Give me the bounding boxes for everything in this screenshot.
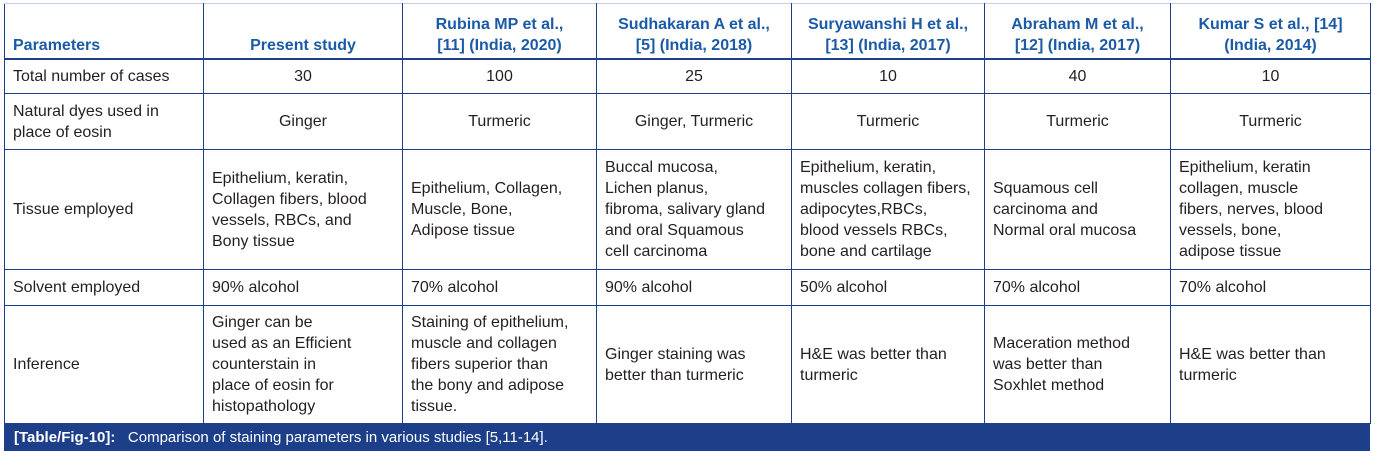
cell-line: Buccal mucosa, — [605, 159, 718, 176]
cell-line: Epithelium, Collagen, — [411, 180, 563, 197]
table-cell: 10 — [1171, 59, 1371, 94]
row-label-line: place of eosin — [13, 123, 112, 141]
header-suryawanshi-line2: [13] (India, 2017) — [825, 36, 951, 54]
cell-line: vessels, bone, — [1179, 222, 1282, 239]
cell-line: turmeric — [1179, 366, 1237, 384]
header-parameters-text: Parameters — [13, 36, 101, 54]
table-cell — [792, 306, 985, 424]
table-cell: 70% alcohol — [985, 270, 1171, 306]
cell-line: and oral Squamous — [605, 222, 744, 239]
header-present-text: Present study — [250, 36, 356, 54]
comparison-table — [4, 3, 1371, 424]
cell-line: H&E was better than — [800, 345, 947, 363]
cell-line: adipose tissue — [1179, 243, 1282, 260]
header-rubina-line2: [11] (India, 2020) — [437, 36, 562, 54]
row-label-tissue: Tissue employed — [5, 150, 204, 270]
table-cell — [403, 150, 597, 270]
cell-line: Epithelium, keratin, — [800, 159, 937, 176]
table-caption — [4, 424, 1370, 451]
cell-line: bone and cartilage — [800, 243, 932, 260]
cell-line: H&E was better than — [1179, 345, 1326, 363]
table-cell — [1171, 150, 1371, 270]
table-row — [5, 306, 1371, 424]
table-cell — [204, 306, 403, 424]
table-cell: 70% alcohol — [1171, 270, 1371, 306]
cell-line: cell carcinoma — [605, 243, 708, 260]
cell-line: Muscle, Bone, — [411, 201, 513, 218]
table-cell: Turmeric — [1171, 94, 1371, 150]
table-cell — [597, 150, 792, 270]
table-cell: 40 — [985, 59, 1171, 94]
header-row — [5, 4, 1371, 59]
table-cell: 90% alcohol — [204, 270, 403, 306]
table-row — [5, 59, 1371, 94]
header-present-study — [204, 4, 403, 59]
cell-line: adipocytes,RBCs, — [800, 201, 928, 218]
header-rubina — [403, 4, 597, 59]
table-row — [5, 94, 1371, 150]
table-cell — [792, 150, 985, 270]
table-figure — [4, 3, 1370, 451]
cell-line: tissue. — [411, 398, 458, 415]
cell-line: better than turmeric — [605, 366, 744, 384]
header-suryawanshi-line1: Suryawanshi H et al., — [807, 15, 969, 33]
table-row — [5, 150, 1371, 270]
cell-line: Normal oral mucosa — [993, 222, 1137, 239]
cell-line: turmeric — [800, 366, 858, 384]
cell-line: Ginger staining was — [605, 345, 746, 363]
table-cell: 50% alcohol — [792, 270, 985, 306]
table-cell: Ginger, Turmeric — [597, 94, 792, 150]
cell-line: histopathology — [212, 398, 316, 415]
cell-line: counterstain in — [212, 356, 317, 373]
cell-line: fibroma, salivary gland — [605, 201, 766, 218]
table-cell: 90% alcohol — [597, 270, 792, 306]
cell-line: Epithelium, keratin, — [212, 169, 349, 187]
row-label-line: Natural dyes used in — [13, 102, 159, 120]
cell-line: Squamous cell — [993, 180, 1098, 197]
header-abraham-line2: [12] (India, 2017) — [1014, 36, 1141, 54]
caption-text: Comparison of staining parameters in various studies [5,11-14]. — [127, 429, 548, 446]
cell-line: the bony and adipose — [411, 377, 565, 394]
table-cell — [985, 306, 1171, 424]
header-kumar — [1171, 4, 1371, 59]
cell-line: muscle and collagen — [411, 335, 557, 352]
table-cell: Turmeric — [792, 94, 985, 150]
cell-line: Soxhlet method — [993, 377, 1105, 394]
cell-line: was better than — [993, 356, 1103, 373]
cell-line: vessels, RBCs, and — [212, 211, 352, 229]
cell-line: Lichen planus, — [605, 180, 709, 197]
cell-line: Maceration method — [993, 335, 1130, 352]
table-cell — [597, 306, 792, 424]
cell-line: blood vessels RBCs, — [800, 222, 948, 239]
row-label-inference: Inference — [5, 306, 204, 424]
header-sudhakaran-line2: [5] (India, 2018) — [635, 36, 753, 54]
table-cell: 25 — [597, 59, 792, 94]
table-cell: Turmeric — [985, 94, 1171, 150]
table-cell — [204, 150, 403, 270]
table-cell — [403, 306, 597, 424]
cell-line: Epithelium, keratin — [1179, 159, 1311, 176]
cell-line: Staining of epithelium, — [411, 314, 569, 331]
cell-line: carcinoma and — [993, 201, 1098, 218]
header-rubina-line1: Rubina MP et al., — [435, 15, 564, 33]
table-cell: 10 — [792, 59, 985, 94]
table-cell: Ginger — [204, 94, 403, 150]
table-cell — [1171, 306, 1371, 424]
table-cell: Turmeric — [403, 94, 597, 150]
header-suryawanshi — [792, 4, 985, 59]
cell-line: collagen, muscle — [1179, 180, 1299, 197]
header-abraham-line1: Abraham M et al., — [1011, 15, 1144, 33]
cell-line: muscles collagen fibers, — [800, 180, 971, 197]
cell-line: Collagen fibers, blood — [212, 190, 367, 208]
header-parameters — [5, 4, 204, 59]
row-label-solvent: Solvent employed — [5, 270, 204, 306]
table-cell: 100 — [403, 59, 597, 94]
cell-line: Bony tissue — [212, 232, 295, 250]
header-kumar-line1: Kumar S et al., [14] — [1198, 15, 1343, 33]
cell-line: place of eosin for — [212, 377, 334, 394]
caption-label: [Table/Fig-10]: — [14, 429, 116, 446]
row-label-total-cases: Total number of cases — [5, 59, 204, 94]
cell-line: fibers superior than — [411, 356, 548, 373]
row-label-natural-dyes — [5, 94, 204, 150]
header-sudhakaran — [597, 4, 792, 59]
cell-line: fibers, nerves, blood — [1179, 201, 1324, 218]
table-cell: 30 — [204, 59, 403, 94]
table-cell — [985, 150, 1171, 270]
table-cell: 70% alcohol — [403, 270, 597, 306]
header-kumar-line2: (India, 2014) — [1224, 36, 1317, 54]
cell-line: Ginger can be — [212, 314, 313, 331]
header-abraham — [985, 4, 1171, 59]
cell-line: Adipose tissue — [411, 222, 516, 239]
cell-line: used as an Efficient — [212, 335, 352, 352]
header-sudhakaran-line1: Sudhakaran A et al., — [618, 15, 770, 33]
table-row — [5, 270, 1371, 306]
